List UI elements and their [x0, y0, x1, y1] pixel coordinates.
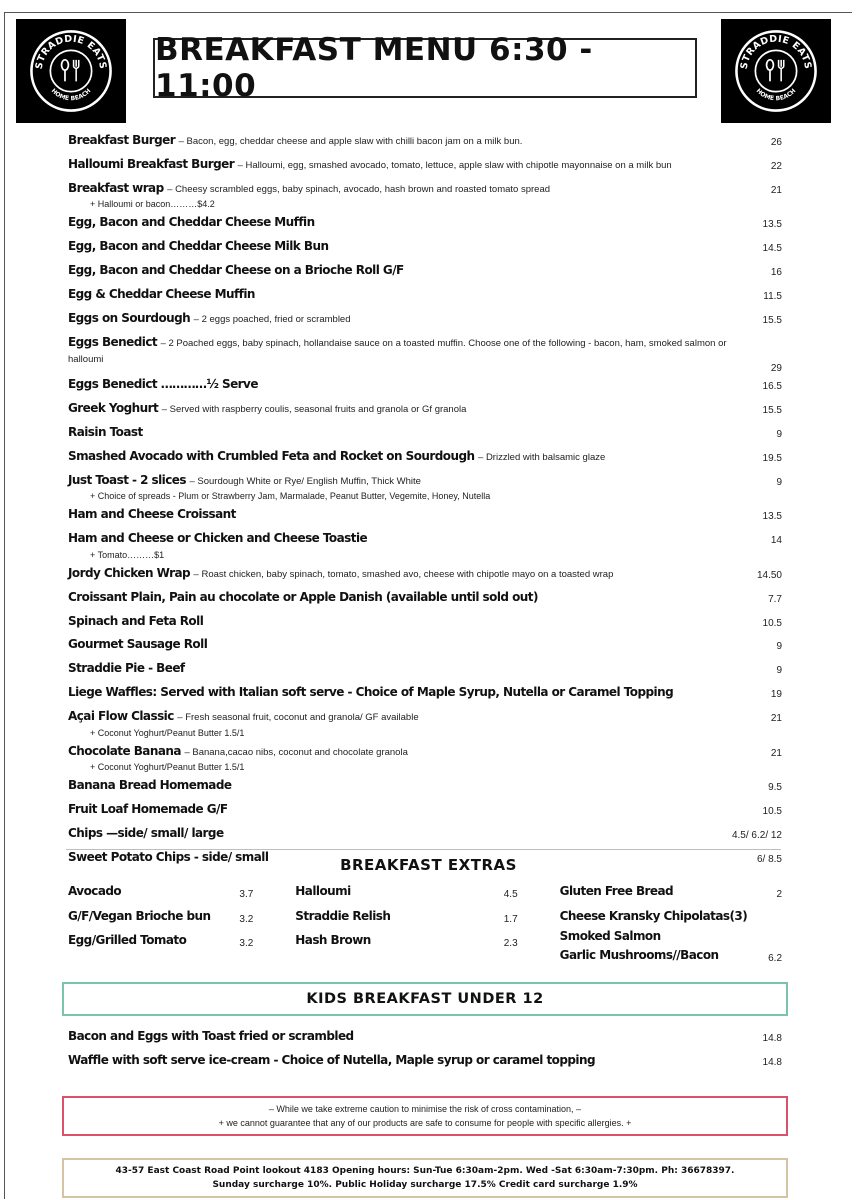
menu-item-price: 15.5: [762, 314, 782, 326]
menu-item-text: [68, 308, 351, 331]
menu-item-price: 14: [770, 535, 782, 547]
kids-item-price: 14.8: [762, 1033, 782, 1044]
extras-item-name: Gluten Free Bread: [559, 884, 674, 898]
extras-item-price: 1.7: [503, 913, 518, 925]
menu-item-text: [68, 130, 522, 153]
menu-item-price: 21: [770, 747, 782, 759]
menu-item: [68, 331, 782, 374]
menu-item-price: 7.7: [768, 593, 782, 605]
divider: [66, 849, 781, 850]
fork-spoon-icon: [28, 28, 114, 114]
logo-bottom-text: HOME BEACH: [49, 87, 93, 103]
menu-item-price: 21: [770, 184, 782, 196]
menu-item: [68, 446, 782, 470]
menu-item-text: [68, 775, 231, 797]
menu-item-line: [68, 775, 782, 799]
menu-item-text: [68, 504, 236, 526]
menu-item-price: 21: [770, 712, 782, 724]
menu-item-price: 9: [776, 665, 782, 677]
menu-item-text: [68, 178, 550, 201]
extras-column: [68, 881, 253, 970]
menu-item-desc: – 2 eggs poached, fried or scrambled: [193, 313, 351, 325]
kids-menu-list: [68, 1026, 782, 1074]
extras-item: [68, 906, 253, 931]
extras-item-price: 4.5: [503, 889, 518, 900]
menu-item-line: [68, 308, 782, 332]
menu-item-name: Ham and Cheese or Chicken and Cheese Toastie: [68, 531, 368, 546]
menu-item-name: Greek Yoghurt: [68, 401, 159, 416]
menu-item-text: [68, 470, 421, 493]
menu-item-price: 9: [776, 476, 782, 488]
menu-item-name: Banana Bread Homemade: [68, 778, 232, 793]
menu-item-price: 4.5/ 6.2/ 12: [731, 829, 782, 841]
svg-text:HOME BEACH: [755, 87, 798, 102]
logo-bottom-text: HOME BEACH: [754, 87, 798, 103]
menu-item-price: 9: [776, 641, 782, 653]
menu-item-price: 14.5: [762, 243, 782, 255]
menu-item-price: 19: [770, 688, 782, 700]
menu-item-name: Gourmet Sausage Roll: [68, 637, 208, 652]
extras-title: BREAKFAST EXTRAS: [340, 856, 517, 874]
menu-item-line: [68, 682, 782, 706]
extras-item: [560, 927, 782, 945]
extras-item: [295, 906, 517, 931]
kids-item-price: 14.8: [762, 1056, 782, 1068]
menu-item: [68, 741, 782, 775]
footer-line-2: Sunday surcharge 10%. Public Holiday surcharge 17.5% Credit card surcharge 1.9%: [212, 1180, 638, 1190]
menu-item-line: [68, 422, 782, 446]
menu-item-text: [68, 260, 404, 282]
menu-item-name: Fruit Loaf Homemade G/F: [68, 802, 228, 817]
extras-item-price: 3.2: [239, 913, 254, 925]
menu-item-line: [68, 611, 782, 635]
menu-item-line: [68, 446, 782, 470]
menu-item-name: Chips —side/ small/ large: [68, 825, 224, 840]
menu-item-name: Breakfast Burger: [68, 133, 176, 147]
menu-item-text: [68, 587, 538, 609]
menu-item-text: [68, 563, 613, 586]
menu-item-line: [68, 799, 782, 823]
breakfast-menu-list: [68, 130, 782, 871]
menu-item-desc: – Fresh seasonal fruit, coconut and granola/ GF available: [177, 711, 419, 723]
menu-item-name: Liege Waffles: Served with Italian soft serve - Choice of Maple Syrup, Nutella or Caramel Topping: [68, 684, 674, 699]
menu-item-line: [68, 587, 782, 611]
menu-item-text: [68, 422, 143, 444]
kids-item: [68, 1050, 782, 1074]
menu-item-text: [68, 154, 672, 177]
menu-item: [68, 260, 782, 284]
menu-item: [68, 823, 782, 847]
menu-item-desc: – Banana,cacao nibs, coconut and chocolate granola: [184, 746, 408, 758]
logo-right: [721, 19, 831, 123]
breakfast-extras: [68, 881, 782, 970]
menu-item: [68, 308, 782, 332]
menu-item-line: [68, 374, 782, 398]
menu-item: [68, 284, 782, 308]
menu-item-name: Açai Flow Classic: [68, 708, 174, 723]
extras-item-price: 6.2: [768, 953, 783, 964]
menu-item-line: [68, 154, 782, 178]
menu-item: [68, 236, 782, 260]
menu-item: [68, 634, 782, 658]
logo-top-text: STRADDIE EATS: [738, 33, 814, 71]
menu-item-name: Croissant Plain, Pain au chocolate or Apple Danish (available until sold out): [68, 589, 538, 604]
menu-item-name: Halloumi Breakfast Burger: [68, 156, 235, 171]
menu-item: [68, 563, 782, 587]
svg-text:STRADDIE EATS: [34, 34, 109, 70]
menu-item: [68, 130, 782, 154]
extras-column: [295, 881, 517, 970]
menu-item-name: Spinach and Feta Roll: [68, 613, 204, 628]
menu-item-addon: + Coconut Yoghurt/Peanut Butter 1.5/1: [90, 762, 245, 773]
footer-info: [62, 1158, 788, 1198]
menu-item-text: [68, 374, 258, 396]
menu-item-desc: – 2 Poached eggs, baby spinach, hollandaise sauce on a toasted muffin. Choose one of the following - bacon, ham, smoked salmon or halloumi: [68, 338, 727, 366]
menu-item: [68, 374, 782, 398]
menu-item-text: [68, 212, 315, 234]
extras-item: [68, 881, 253, 906]
menu-item-text: [68, 236, 328, 258]
menu-item: [68, 470, 782, 504]
menu-item-line: [68, 236, 782, 260]
menu-item-desc: – Drizzled with balsamic glaze: [478, 451, 606, 463]
menu-item-name: Breakfast wrap: [68, 180, 164, 195]
menu-item-line: [68, 563, 782, 587]
menu-item-text: [68, 611, 203, 633]
menu-item-price: 14.50: [756, 569, 782, 581]
menu-item: [68, 398, 782, 422]
menu-item-text: [68, 398, 466, 421]
extras-column: [560, 881, 782, 970]
menu-item-addon: + Coconut Yoghurt/Peanut Butter 1.5/1: [90, 727, 245, 738]
extras-item-name: Hash Brown: [295, 933, 371, 947]
menu-item-name: Egg & Cheddar Cheese Muffin: [68, 286, 255, 301]
menu-item-desc: – Halloumi, egg, smashed avocado, tomato, lettuce, apple slaw with chipotle mayonnaise on a milk bun: [237, 159, 672, 171]
extras-item-price: 3.7: [239, 889, 254, 900]
extras-item-name: Straddie Relish: [295, 908, 391, 923]
menu-item-name: Smashed Avocado with Crumbled Feta and Rocket on Sourdough: [68, 448, 475, 463]
extras-item-name: G/F/Vegan Brioche bun: [68, 908, 211, 923]
menu-item-text: [68, 446, 605, 469]
page-title: BREAKFAST MENU 6:30 - 11:00: [155, 32, 593, 104]
menu-title-box: [153, 32, 697, 104]
allergy-line-2: + we cannot guarantee that any of our products are safe to consume for people with specific allergies. +: [218, 1118, 632, 1128]
allergy-line-1: – While we take extreme caution to minimise the risk of cross contamination, –: [268, 1104, 582, 1114]
menu-item: [68, 154, 782, 178]
footer-line-1: 43-57 East Coast Road Point lookout 4183 Opening hours: Sun-Tue 6:30am-2pm. Wed -Sat 6:30am-7:30pm. Ph: 36678397.: [115, 1166, 735, 1176]
menu-item-text: [68, 799, 228, 821]
menu-item-name: Eggs Benedict …………½ Serve: [68, 377, 258, 392]
menu-item: [68, 706, 782, 740]
menu-item-text: [68, 284, 255, 306]
extras-item: [68, 930, 253, 955]
menu-item-desc: – Roast chicken, baby spinach, tomato, smashed avo, cheese with chipotle mayo on a toasted wrap: [193, 568, 614, 580]
svg-text:HOME BEACH: [50, 87, 93, 102]
menu-item-text: [68, 682, 673, 704]
extras-item: [295, 881, 517, 906]
menu-item-name: Egg, Bacon and Cheddar Cheese Milk Bun: [68, 239, 329, 254]
menu-item-line: [68, 212, 782, 236]
extras-item-name: Avocado: [68, 884, 122, 898]
menu-item: [68, 528, 782, 562]
kids-title-box: [62, 982, 788, 1016]
menu-item-price: 9.5: [768, 782, 782, 794]
extras-item-price: 2: [776, 889, 783, 900]
menu-item-name: Eggs on Sourdough: [68, 310, 191, 325]
menu-item-line: [68, 398, 782, 422]
menu-item-price: 9: [776, 428, 782, 440]
menu-item-price: 16: [770, 266, 782, 278]
menu-item-line: [68, 331, 748, 367]
menu-item-line: [68, 823, 782, 847]
svg-text:STRADDIE EATS: [739, 34, 814, 70]
menu-item: [68, 658, 782, 682]
menu-item: [68, 682, 782, 706]
extras-item-price: 3.2: [239, 938, 254, 949]
menu-item-name: Sweet Potato Chips - side/ small: [68, 849, 269, 864]
kids-item: [68, 1026, 782, 1050]
menu-item: [68, 799, 782, 823]
menu-item-price: 16.5: [762, 381, 782, 393]
extras-item: [295, 930, 517, 955]
menu-item: [68, 504, 782, 528]
menu-item: [68, 422, 782, 446]
menu-item-line: [68, 284, 782, 308]
logo-top-text: STRADDIE EATS: [33, 33, 109, 71]
menu-item-price: 15.5: [762, 405, 782, 417]
extras-item: [560, 881, 782, 906]
extras-item-price: 2.3: [503, 938, 518, 949]
menu-item-price: 6/ 8.5: [756, 853, 782, 865]
menu-item-price: 29: [770, 363, 782, 375]
menu-item-price: 13.5: [762, 219, 782, 231]
menu-item-text: [68, 741, 408, 764]
kids-item-name: Waffle with soft serve ice-cream - Choice of Nutella, Maple syrup or caramel topping: [68, 1052, 596, 1067]
menu-item-name: Chocolate Banana: [68, 743, 181, 758]
menu-item: [68, 178, 782, 212]
menu-item-addon: + Halloumi or bacon………$4.2: [90, 199, 215, 210]
menu-item-price-row: [68, 363, 782, 374]
menu-item-desc: – Bacon, egg, cheddar cheese and apple slaw with chilli bacon jam on a milk bun.: [178, 136, 523, 147]
menu-item-name: Ham and Cheese Croissant: [68, 507, 236, 522]
extras-item-name: Cheese Kransky Chipolatas(3): [559, 908, 748, 923]
menu-item-price: 10.5: [762, 806, 782, 818]
fork-spoon-icon: [733, 28, 819, 114]
menu-item-text: [68, 706, 419, 729]
menu-item-name: Jordy Chicken Wrap: [68, 565, 191, 580]
menu-item-addon: + Tomato………$1: [90, 549, 165, 560]
menu-item-text: [68, 658, 185, 680]
menu-item-price: 22: [770, 160, 782, 172]
menu-item-name: Egg, Bacon and Cheddar Cheese on a Brioche Roll G/F: [68, 262, 404, 277]
menu-item-price: 26: [770, 137, 782, 148]
menu-item-text: [68, 528, 367, 550]
kids-item-name: Bacon and Eggs with Toast fried or scrambled: [68, 1029, 354, 1043]
extras-item-name: Smoked Salmon: [559, 929, 661, 943]
menu-item: [68, 587, 782, 611]
menu-item-name: Straddie Pie - Beef: [68, 661, 185, 676]
menu-item-text: [68, 634, 207, 656]
menu-item-desc: – Served with raspberry coulis, seasonal fruits and granola or Gf granola: [161, 404, 467, 416]
menu-item-name: Eggs Benedict: [68, 335, 158, 350]
menu-item-desc: – Sourdough White or Rye/ English Muffin, Thick White: [189, 475, 421, 487]
menu-item: [68, 212, 782, 236]
menu-item-desc: – Cheesy scrambled eggs, baby spinach, avocado, hash brown and roasted tomato spread: [167, 183, 551, 195]
allergy-notice: [62, 1096, 788, 1136]
kids-title: KIDS BREAKFAST UNDER 12: [306, 991, 544, 1007]
menu-item-line: [68, 634, 782, 658]
extras-item-name: Halloumi: [295, 884, 351, 898]
menu-item-line: [68, 504, 782, 528]
menu-item-name: Just Toast - 2 slices: [68, 472, 186, 487]
extras-item-name: Garlic Mushrooms//Bacon: [559, 948, 719, 962]
extras-item: [560, 906, 782, 928]
menu-item-name: Raisin Toast: [68, 424, 143, 439]
menu-item-line: [68, 658, 782, 682]
extras-item: [560, 945, 782, 970]
menu-item-price: 19.5: [762, 452, 782, 464]
menu-item-line: [68, 260, 782, 284]
extras-item-name: Egg/Grilled Tomato: [68, 933, 187, 947]
menu-item: [68, 611, 782, 635]
menu-item-price: 13.5: [762, 511, 782, 523]
menu-item: [68, 775, 782, 799]
menu-item-addon: + Choice of spreads - Plum or Strawberry Jam, Marmalade, Peanut Butter, Vegemite, Honey, Nutella: [90, 491, 491, 502]
menu-item-price: 11.5: [763, 290, 782, 302]
menu-item-name: Egg, Bacon and Cheddar Cheese Muffin: [68, 215, 315, 230]
menu-item-price: 10.5: [762, 617, 782, 629]
menu-item-line: [68, 130, 782, 154]
menu-item-text: [68, 823, 224, 845]
logo-left: [16, 19, 126, 123]
